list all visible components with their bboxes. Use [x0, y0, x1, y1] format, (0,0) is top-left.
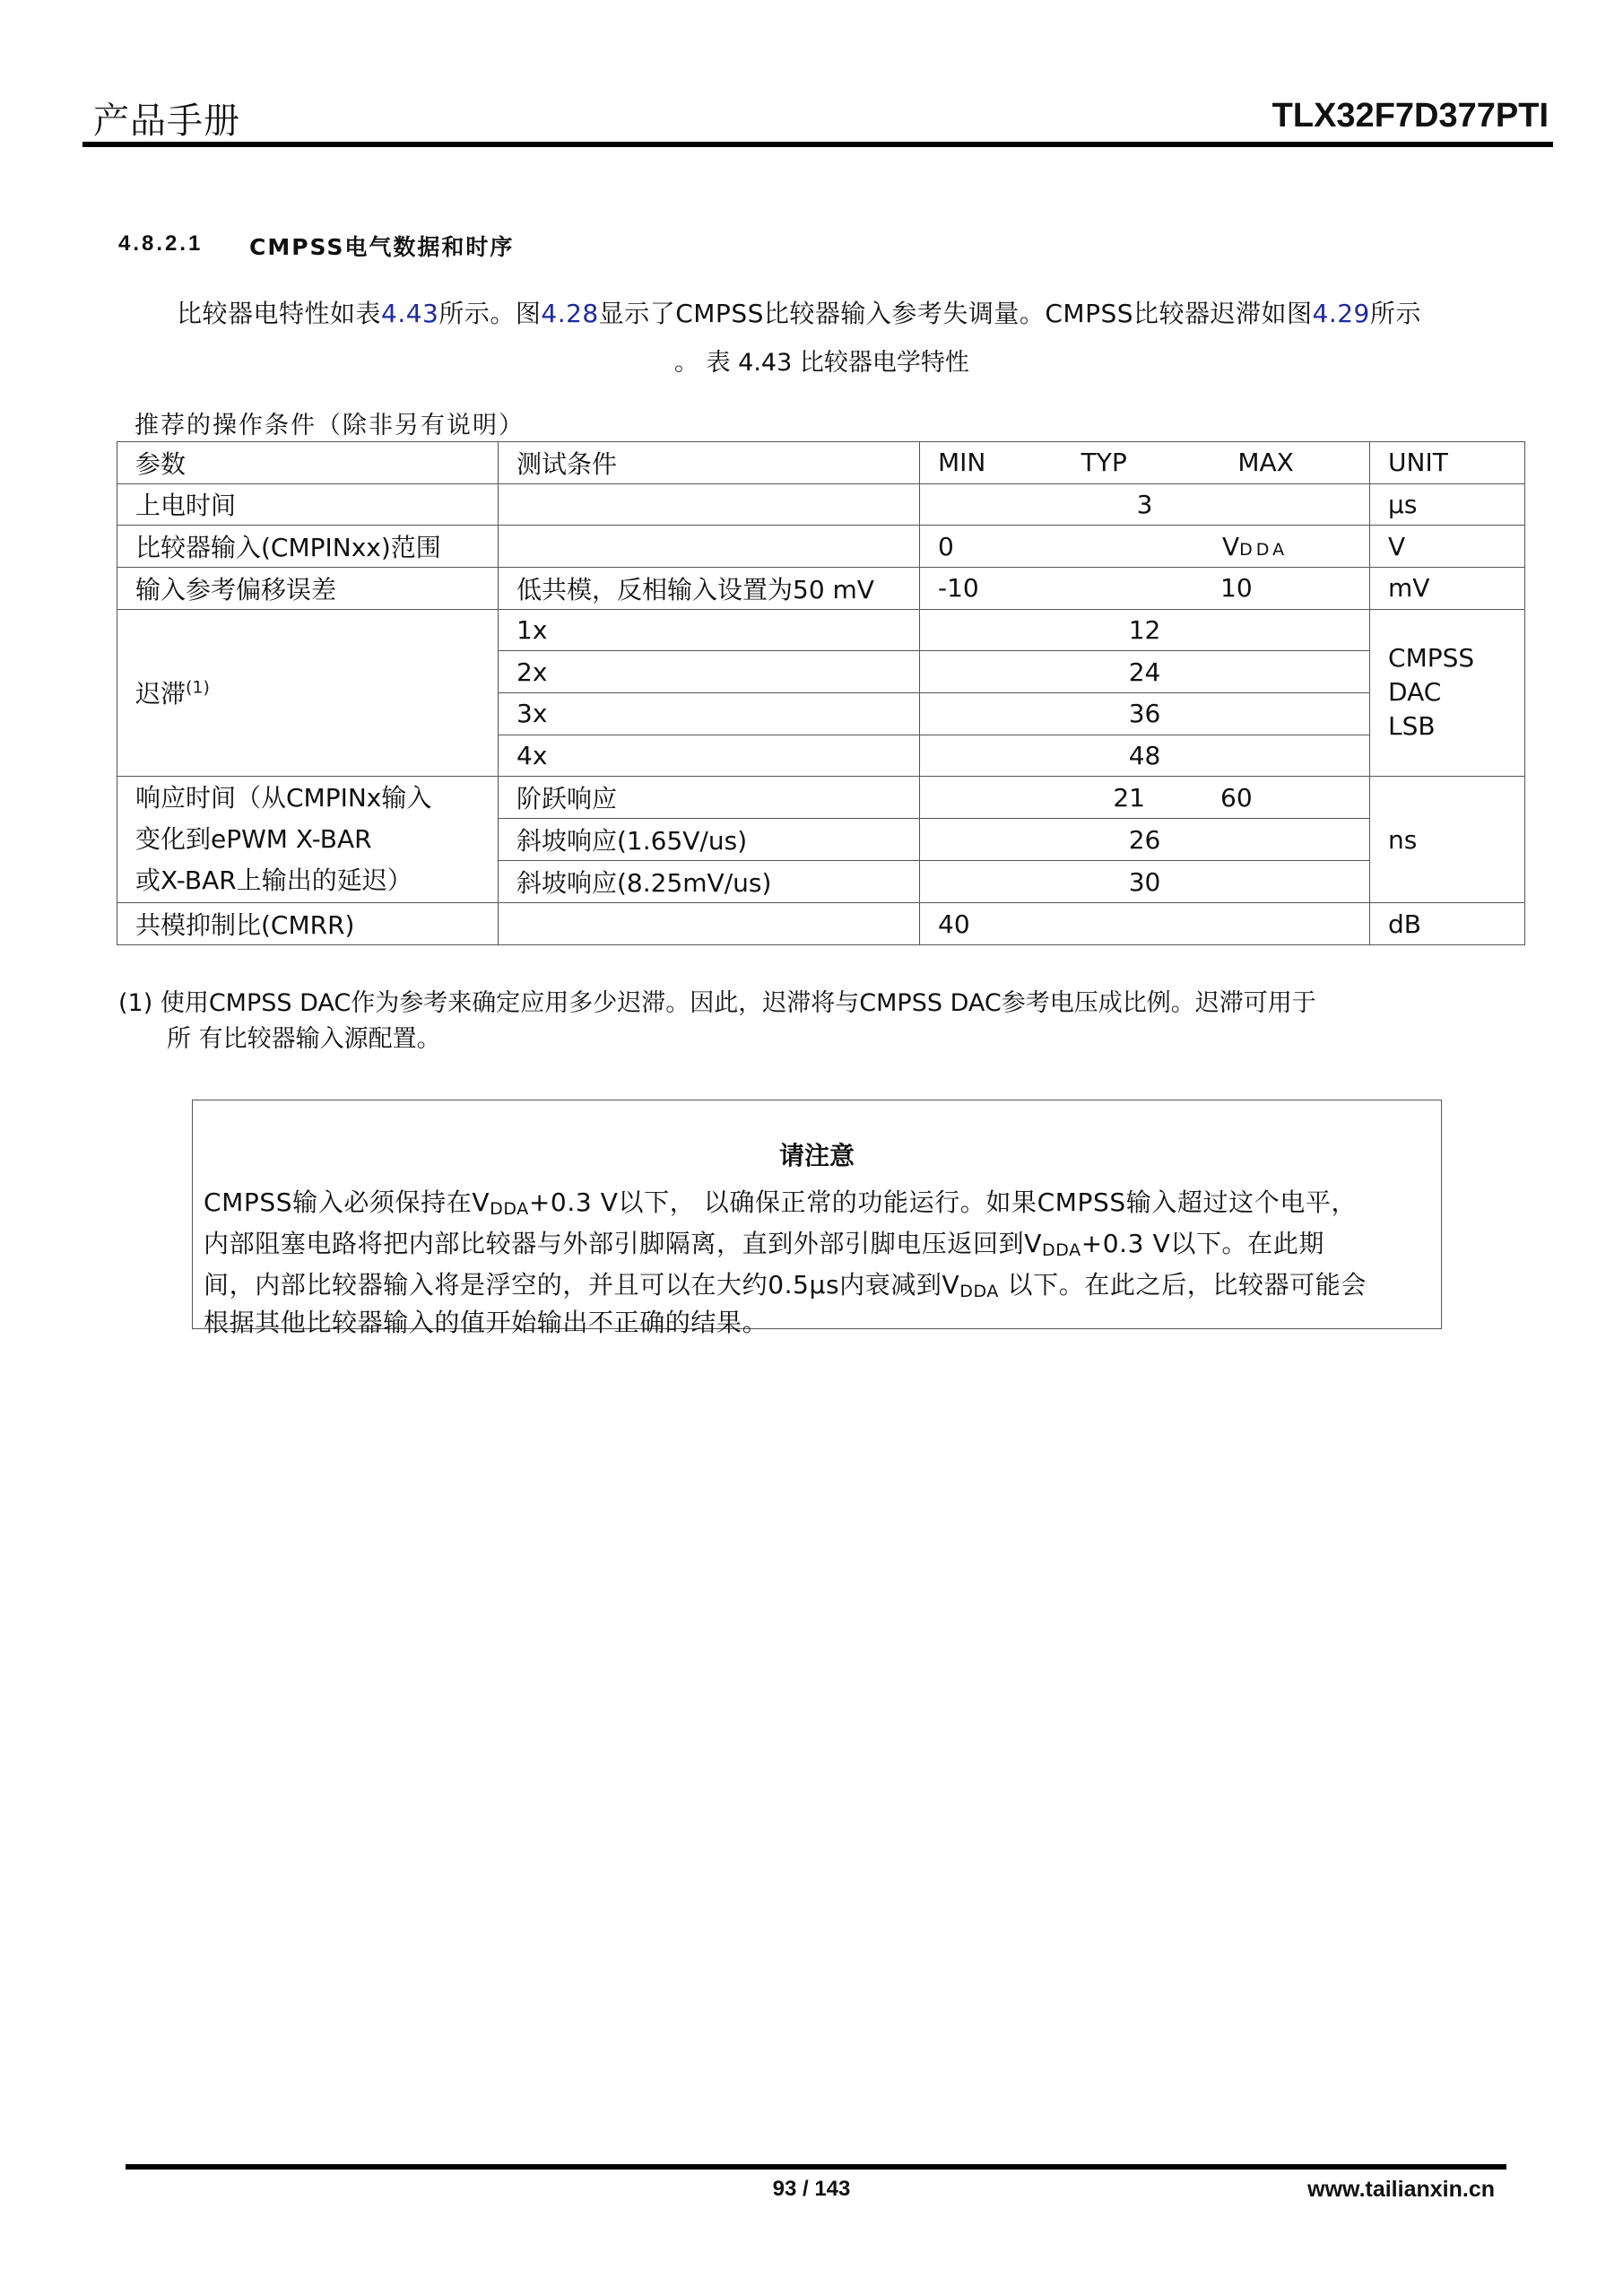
response-typ: 26: [920, 819, 1370, 861]
table-row: [117, 526, 1525, 568]
intro-paragraph: [177, 294, 1421, 330]
header-min: MIN: [938, 448, 986, 478]
note-line-2: 内部阻塞电路将把内部比较器与外部引脚隔离，直到外部引脚电压返回到VDDA+0.3 V以下。在此期: [204, 1229, 1324, 1260]
table-row: [117, 777, 1525, 819]
power-on-param: 上电时间: [117, 483, 499, 526]
offset-param: 输入参考偏移误差: [117, 567, 499, 609]
note-line-4: 根据其他比较器输入的值开始输出不正确的结果。: [204, 1308, 768, 1337]
hysteresis-typ: 36: [920, 692, 1370, 735]
response-cond: 斜坡响应(8.25mV/us): [499, 861, 920, 903]
note-title: 请注意: [778, 1141, 855, 1170]
hysteresis-cond: 3x: [499, 692, 920, 735]
input-range-min: 0: [938, 531, 954, 561]
table-caption: 。 表 4.43 比较器电学特性: [674, 349, 969, 377]
header-values: [920, 442, 1370, 484]
response-cond: 阶跃响应: [499, 777, 920, 819]
table-row: [117, 609, 1525, 651]
note-line-1: CMPSS输入必须保持在VDDA+0.3 V以下， 以确保正常的功能运行。如果CMPSS输入超过这个电平，: [204, 1187, 1358, 1219]
hysteresis-typ: 24: [920, 651, 1370, 693]
section-number: 4.8.2.1: [118, 231, 204, 256]
power-on-unit: μs: [1370, 483, 1525, 526]
power-on-cond: [499, 483, 920, 526]
offset-max: 10: [1220, 573, 1253, 604]
header-unit: UNIT: [1370, 442, 1525, 484]
footnote-line-2: 所 有比较器输入源配置。: [167, 1025, 441, 1053]
response-values: [920, 777, 1370, 819]
section-title: CMPSS电气数据和时序: [249, 234, 515, 260]
conditions-label: 推荐的操作条件（除非另有说明）: [135, 412, 525, 439]
cmrr-unit: dB: [1370, 903, 1525, 945]
response-param: 响应时间（从CMPINx输入 变化到ePWM X-BAR 或X-BAR上输出的延迟）: [117, 777, 499, 903]
comparator-characteristics-table: [117, 441, 1525, 945]
offset-unit: mV: [1370, 567, 1525, 609]
input-range-max: VDDA: [1222, 531, 1289, 561]
response-typ: 21: [1113, 782, 1145, 813]
offset-values: [920, 567, 1370, 609]
footnote-line-1: (1) 使用CMPSS DAC作为参考来确定应用多少迟滞。因此，迟滞将与CMPSS DAC参考电压成比例。迟滞可用于: [118, 989, 1316, 1017]
note-line-3: 间，内部比较器输入将是浮空的，并且可以在大约0.5μs内衰减到VDDA 以下。在此之后，比较器可能会: [204, 1270, 1367, 1301]
header-param: 参数: [117, 442, 499, 484]
hysteresis-typ: 12: [920, 609, 1370, 651]
header-max: MAX: [1237, 448, 1294, 478]
response-unit: ns: [1370, 777, 1525, 903]
header-cond: 测试条件: [499, 442, 920, 484]
response-cond: 斜坡响应(1.65V/us): [499, 819, 920, 861]
response-typ: 30: [920, 861, 1370, 903]
page-number: 93 / 143: [772, 2177, 851, 2201]
response-max: 60: [1220, 782, 1253, 813]
input-range-values: [920, 526, 1370, 568]
doc-type-title: 产品手册: [93, 100, 240, 142]
hysteresis-cond: 1x: [499, 609, 920, 651]
table-row: [117, 567, 1525, 609]
table-header-row: [117, 442, 1525, 484]
note-box: [192, 1100, 1442, 1337]
offset-min: -10: [938, 573, 979, 604]
cmrr-cond: [499, 903, 920, 945]
offset-cond: 低共模，反相输入设置为50 mV: [499, 567, 920, 609]
power-on-typ: 3: [920, 483, 1370, 526]
input-range-unit: V: [1370, 526, 1525, 568]
para-text-4: 所示: [1369, 299, 1421, 328]
para-text-2: 所示。图: [438, 299, 542, 328]
para-text-1: 比较器电特性如表: [177, 299, 382, 328]
cmrr-param: 共模抑制比(CMRR): [117, 903, 499, 945]
footer-divider: [126, 2164, 1506, 2170]
input-range-cond: [499, 526, 920, 568]
hysteresis-cond: 2x: [499, 651, 920, 693]
website-link[interactable]: www.tailianxin.cn: [1307, 2177, 1495, 2202]
cmrr-min: 40: [920, 903, 1370, 945]
hysteresis-param: 迟滞$^{(1)}$: [117, 609, 499, 777]
table-row: [117, 483, 1525, 526]
figure-ref-link-2[interactable]: 4.29: [1312, 299, 1370, 328]
header-typ: TYP: [1081, 448, 1127, 478]
product-model: TLX32F7D377PTI: [1271, 97, 1549, 135]
footnote-ref[interactable]: (1): [186, 678, 210, 699]
hysteresis-typ: 48: [920, 735, 1370, 777]
input-range-param: 比较器输入(CMPINxx)范围: [117, 526, 499, 568]
table-row: [117, 903, 1525, 945]
header-divider: [82, 142, 1553, 147]
hysteresis-unit: CMPSS DAC LSB: [1370, 609, 1525, 777]
para-text-3: 显示了CMPSS比较器输入参考失调量。CMPSS比较器迟滞如图: [598, 299, 1313, 328]
figure-ref-link-1[interactable]: 4.28: [541, 299, 599, 328]
hysteresis-cond: 4x: [499, 735, 920, 777]
table-ref-link[interactable]: 4.43: [381, 299, 439, 328]
